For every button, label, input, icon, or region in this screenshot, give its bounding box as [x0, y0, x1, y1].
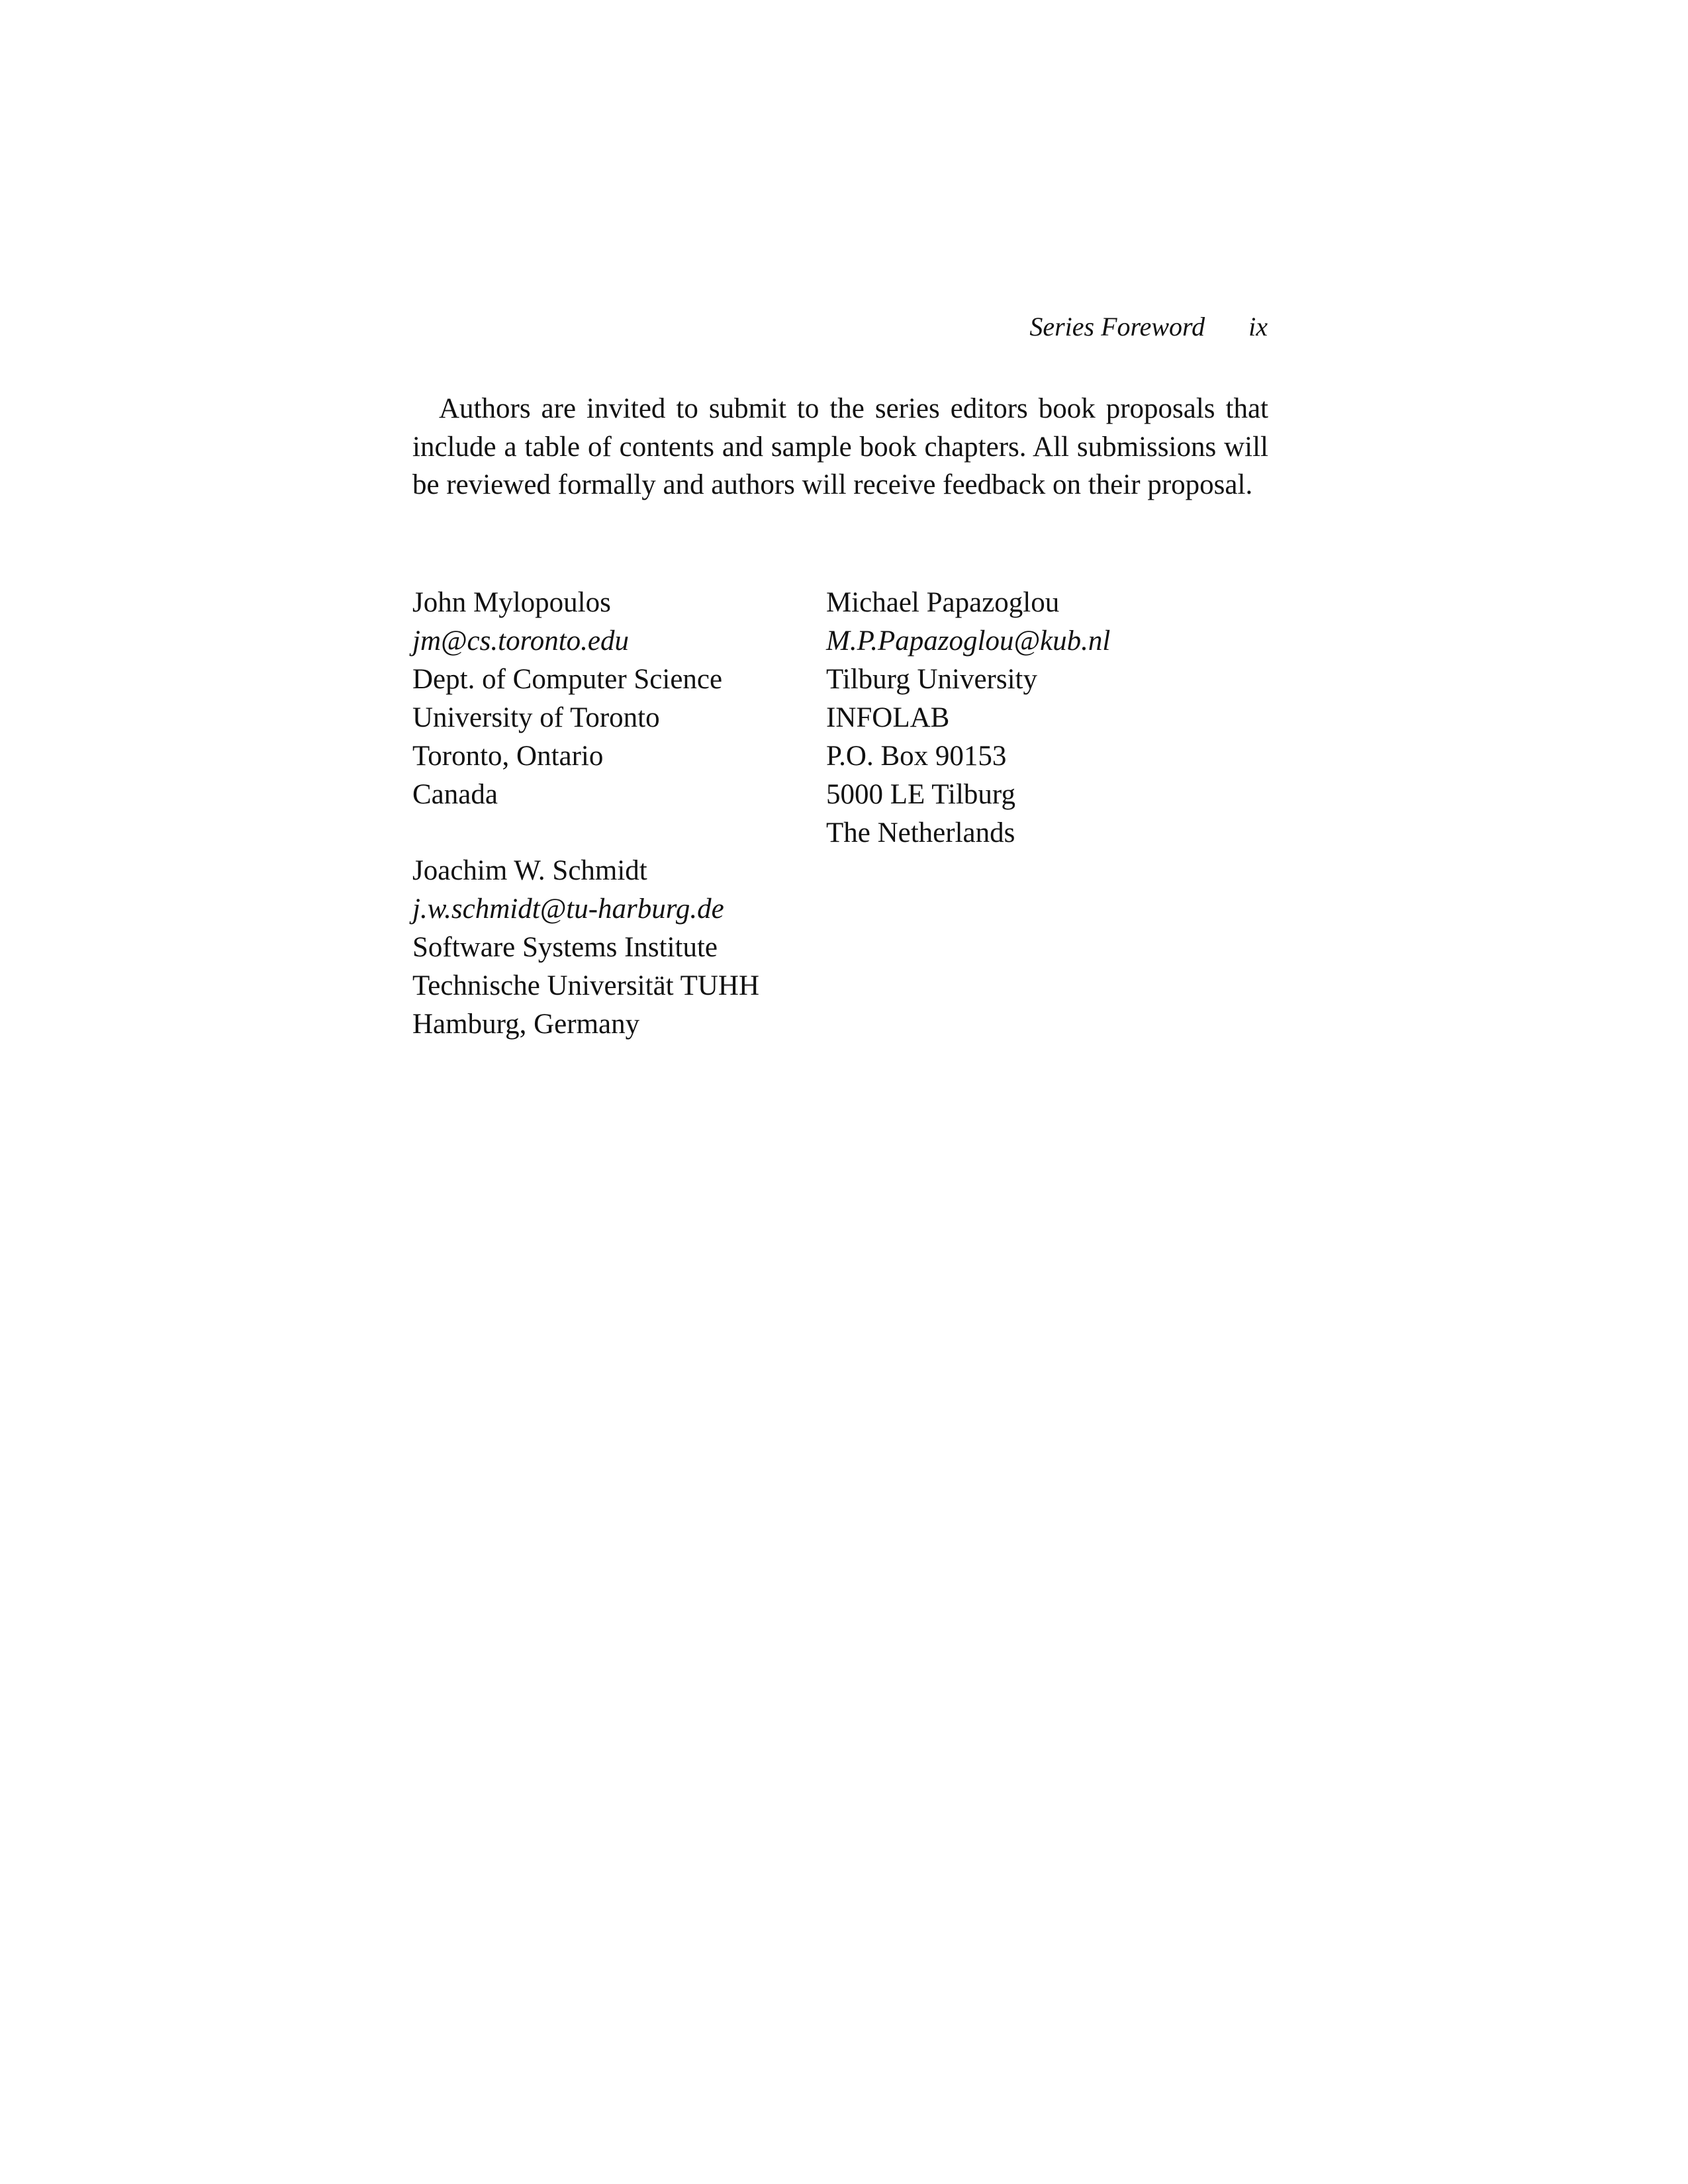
- editor-address-schmidt: [412, 852, 759, 1044]
- editor-city: Hamburg, Germany: [412, 1009, 640, 1040]
- editor-country: The Netherlands: [826, 817, 1015, 848]
- editor-city: Toronto, Ontario: [412, 741, 604, 772]
- editor-country: Canada: [412, 779, 498, 810]
- editor-name: John Mylopoulos: [412, 587, 611, 618]
- editor-department: Dept. of Computer Science: [412, 664, 723, 695]
- editor-name: Michael Papazoglou: [826, 587, 1060, 618]
- editor-institution: Tilburg University: [826, 664, 1037, 695]
- editor-email: M.P.Papazoglou@kub.nl: [826, 625, 1111, 657]
- editor-lab: INFOLAB: [826, 702, 950, 733]
- editor-name: Joachim W. Schmidt: [412, 855, 647, 886]
- editor-institution: Technische Universität TUHH: [412, 970, 759, 1001]
- page-number: ix: [1248, 312, 1268, 341]
- editor-address-mylopoulos: [412, 584, 722, 814]
- editor-city: 5000 LE Tilburg: [826, 779, 1015, 810]
- running-head: [861, 308, 1268, 345]
- body-paragraph: Authors are invited to submit to the series editors book proposals that include a table of contents and sample book chapters. All submissions will be reviewed formally and authors will receive feedback on their proposal.: [412, 393, 1268, 500]
- editor-department: Software Systems Institute: [412, 932, 718, 963]
- editor-address-papazoglou: [826, 584, 1110, 852]
- editor-institution: University of Toronto: [412, 702, 660, 733]
- editor-email: j.w.schmidt@tu-harburg.de: [412, 893, 724, 925]
- editor-po-box: P.O. Box 90153: [826, 741, 1007, 772]
- editor-email: jm@cs.toronto.edu: [412, 625, 629, 657]
- running-head-title: Series Foreword: [1029, 312, 1205, 341]
